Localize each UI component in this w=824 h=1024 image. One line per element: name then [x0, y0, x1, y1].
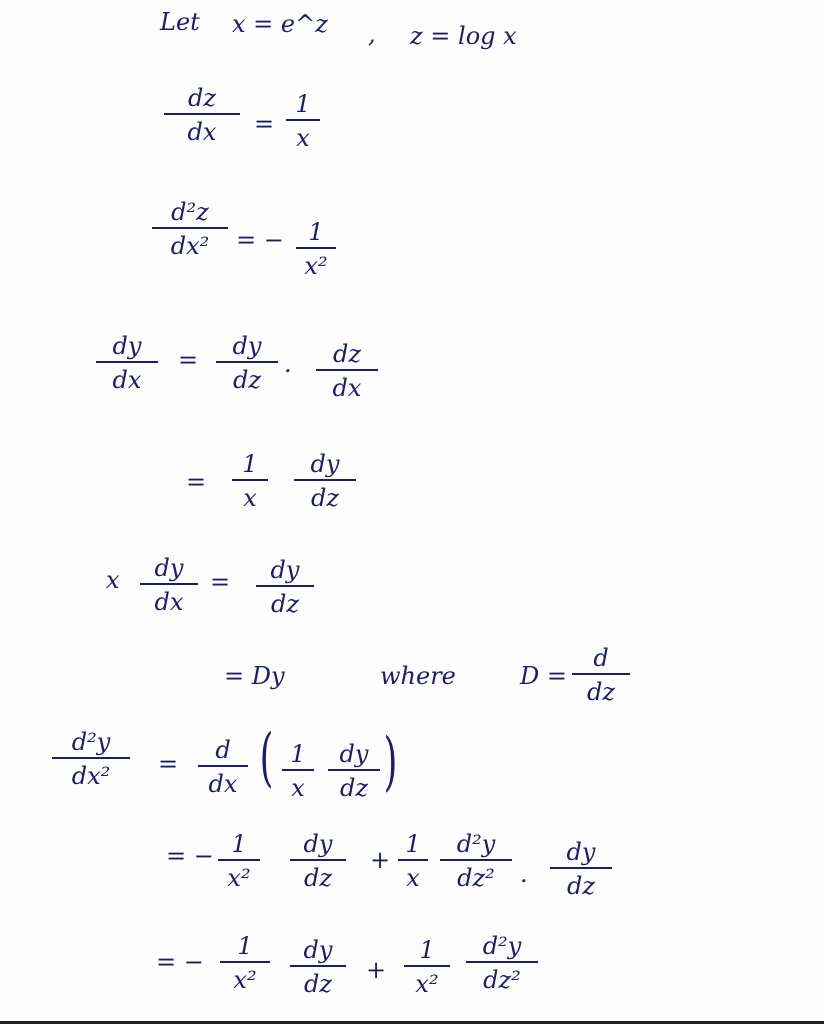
denominator: dx²: [170, 232, 210, 260]
fraction-d2y-dz2: [440, 832, 512, 890]
equals-minus: = −: [156, 948, 204, 976]
denominator: x: [406, 864, 420, 892]
equals-sign: =: [186, 468, 207, 496]
denominator: dx: [332, 374, 362, 402]
fraction-dy-dx: [140, 556, 198, 614]
close-parenthesis: ): [383, 725, 398, 799]
numerator: d²y: [482, 932, 522, 960]
open-parenthesis: (: [259, 721, 274, 795]
plus-sign: +: [366, 956, 387, 984]
fraction-1-over-x2: [404, 938, 450, 996]
numerator: dy: [270, 556, 300, 584]
fraction-d2z-dx2: [152, 200, 228, 258]
fraction-dz-dx: [316, 342, 378, 400]
numerator: dy: [232, 332, 262, 360]
fraction-1-over-x2: [296, 220, 336, 278]
multiplication-dot: .: [520, 860, 528, 888]
fraction-d-over-dz: [572, 646, 630, 704]
fraction-1-over-x: [286, 92, 320, 150]
equals-minus: = −: [166, 842, 214, 870]
equals-sign: =: [254, 110, 275, 138]
numerator: dy: [303, 936, 333, 964]
fraction-dz-dx: [164, 86, 240, 144]
denominator: dz²: [457, 864, 495, 892]
fraction-dy-dx: [96, 334, 158, 392]
fraction-1-over-x2: [218, 832, 260, 890]
denominator: dz: [270, 590, 299, 618]
denominator: dz: [339, 774, 368, 802]
numerator: dz: [332, 340, 361, 368]
fraction-1-over-x: [232, 452, 268, 510]
numerator: 1: [419, 936, 435, 964]
denominator: dz: [303, 970, 332, 998]
denominator: x²: [233, 966, 257, 994]
plus-sign: +: [370, 846, 391, 874]
denominator: dz: [232, 366, 261, 394]
where-label: where: [380, 662, 456, 690]
numerator: dy: [112, 332, 142, 360]
denominator: dx²: [71, 762, 111, 790]
numerator: d²y: [456, 830, 496, 858]
operator-D-definition: D =: [520, 662, 567, 690]
numerator: dy: [566, 838, 596, 866]
denominator: dx: [208, 770, 238, 798]
fraction-d2y-dz2: [466, 934, 538, 992]
denominator: dx: [112, 366, 142, 394]
fraction-dy-dz: [328, 742, 380, 800]
numerator: 1: [237, 932, 253, 960]
fraction-1-over-x: [398, 832, 428, 890]
denominator: dz²: [483, 966, 521, 994]
numerator: dy: [303, 830, 333, 858]
denominator: x²: [415, 970, 439, 998]
fraction-1-over-x2: [220, 934, 270, 992]
numerator: d²y: [71, 728, 111, 756]
equals-sign: =: [158, 750, 179, 778]
numerator: d: [593, 644, 609, 672]
let-label: Let: [160, 8, 200, 36]
denominator: dz: [303, 864, 332, 892]
equals-Dy: = Dy: [224, 662, 285, 690]
numerator: 1: [295, 90, 311, 118]
denominator: dx: [187, 118, 217, 146]
numerator: 1: [405, 830, 421, 858]
numerator: 1: [242, 450, 258, 478]
equals-sign: =: [178, 346, 199, 374]
numerator: dy: [339, 740, 369, 768]
fraction-dy-dz: [256, 558, 314, 616]
numerator: d: [215, 736, 231, 764]
fraction-1-over-x: [282, 742, 314, 800]
numerator: d²z: [171, 198, 209, 226]
numerator: 1: [308, 218, 324, 246]
numerator: 1: [290, 740, 306, 768]
denominator: x²: [304, 252, 328, 280]
numerator: dy: [154, 554, 184, 582]
fraction-dy-dz: [294, 452, 356, 510]
denominator: dz: [566, 872, 595, 900]
z-definition: z = log x: [410, 22, 517, 50]
substitution-equation: x = e^z: [232, 10, 328, 38]
fraction-dy-dz: [216, 334, 278, 392]
fraction-dy-dz: [550, 840, 612, 898]
numerator: dy: [310, 450, 340, 478]
numerator: 1: [231, 830, 247, 858]
denominator: x: [243, 484, 257, 512]
denominator: dz: [586, 678, 615, 706]
denominator: x: [291, 774, 305, 802]
equals-minus: = −: [236, 226, 284, 254]
denominator: dz: [310, 484, 339, 512]
denominator: dx: [154, 588, 184, 616]
multiplication-dot: .: [284, 350, 292, 378]
fraction-d-over-dx: [198, 738, 248, 796]
fraction-d2y-dx2: [52, 730, 130, 788]
numerator: dz: [187, 84, 216, 112]
comma: ,: [368, 20, 376, 48]
denominator: x: [296, 124, 310, 152]
denominator: x²: [227, 864, 251, 892]
fraction-dy-dz: [290, 832, 346, 890]
fraction-dy-dz: [290, 938, 346, 996]
x-coefficient: x: [106, 566, 120, 594]
equals-sign: =: [210, 568, 231, 596]
